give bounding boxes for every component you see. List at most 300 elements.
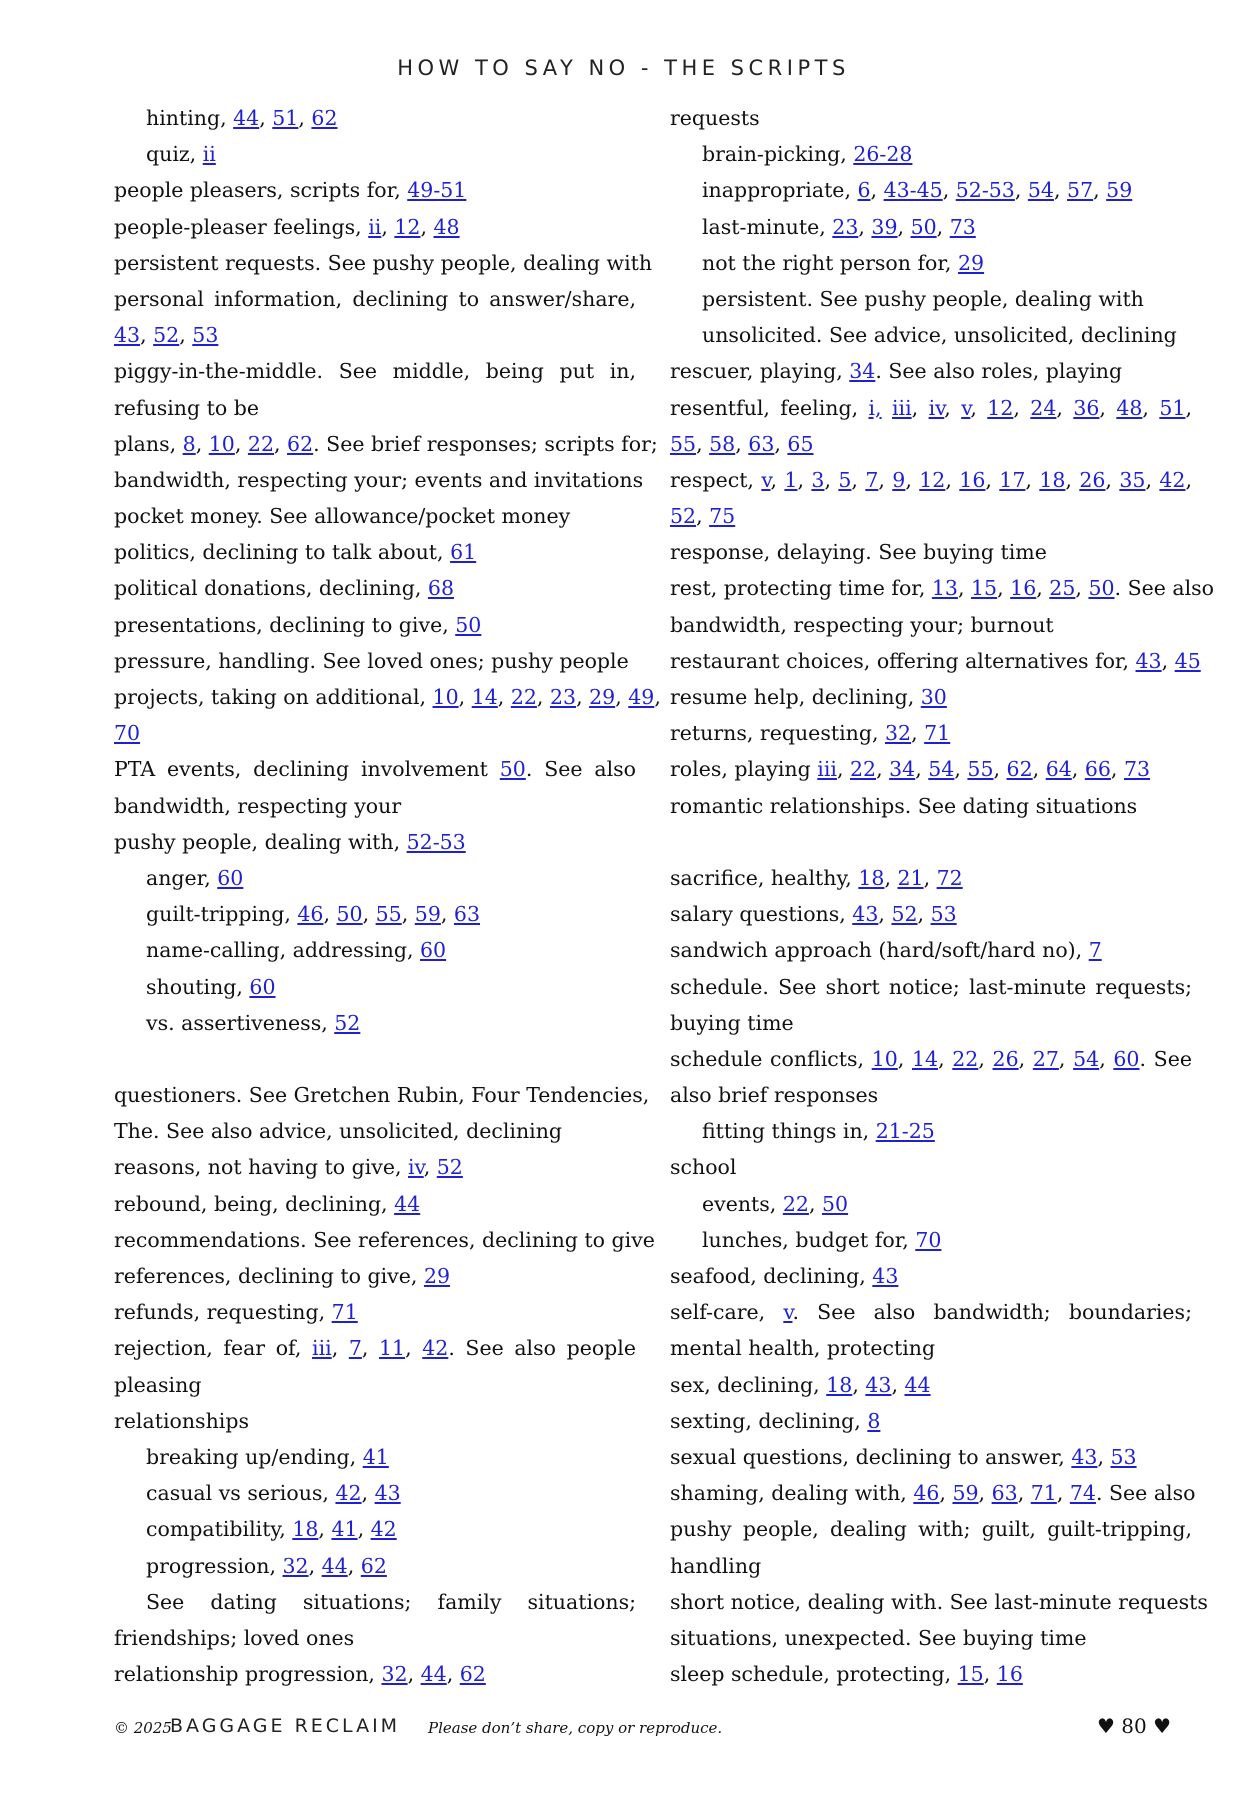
entry-text: presentations, declining to give, [114,612,456,637]
entry-text: , [1018,1046,1033,1071]
index-entry [114,860,636,896]
page-reference-link[interactable]: 43 [865,1372,892,1397]
page-reference-link[interactable]: 62 [1006,757,1033,782]
page-reference-link[interactable]: 49-51 [407,178,467,203]
entry-text: restaurant choices, offering alternatives for, [670,648,1136,673]
entry-text: , [905,467,920,492]
page-reference-link[interactable]: 63 [453,902,481,927]
entry-text: , [274,431,288,456]
index-entry [114,426,658,462]
page-reference-link[interactable]: 55 [375,902,402,927]
page-reference-link[interactable]: 45 [1174,648,1201,673]
entry-text: . See [1139,1046,1192,1071]
entry-text: rejection, fear of, [114,1336,313,1361]
entry-text: , [423,1155,437,1180]
index-entry [670,1294,1192,1330]
page-reference-link[interactable]: 55 [670,431,697,456]
index-entry [670,643,1201,679]
entry-text: resume help, declining, [670,685,921,709]
page-reference-link[interactable]: 16 [959,467,986,492]
entry-text: . See also roles, playing [875,359,1123,384]
page-reference-link[interactable]: 29 [957,250,985,275]
page-reference-link[interactable]: 49 [628,685,655,709]
entry-text: , [1065,467,1080,492]
page-reference-link[interactable]: 59 [1106,178,1133,203]
page-reference-link[interactable]: 43 [1135,648,1162,673]
entry-text: , [536,685,550,709]
page-reference-link[interactable]: 13 [931,576,958,601]
index-entry [670,570,1215,606]
page-reference-link[interactable]: 12 [919,467,946,492]
entry-text: , [347,1553,361,1578]
index-entry [670,317,1192,353]
page-reference-link[interactable]: 26 [992,1046,1019,1071]
page-reference-link[interactable]: 43 [1071,1444,1098,1469]
index-entry [114,607,636,643]
index-entry [114,498,636,534]
entry-text [882,396,892,420]
entry-text: . See brief responses; scripts for; [313,431,658,456]
page-reference-link[interactable]: 62 [459,1662,486,1687]
index-entry [114,209,636,245]
index-entry [114,245,653,281]
page-reference-link[interactable]: 52 [891,902,918,927]
entry-text: , [298,106,312,130]
page-reference-link[interactable]: 42 [335,1481,362,1506]
page-reference-link[interactable]: 62 [360,1553,387,1578]
index-entry [670,1584,1208,1620]
page-reference-link[interactable]: 15 [971,576,998,601]
index-entry [670,1620,1192,1656]
page-reference-link[interactable]: iii [891,395,912,420]
index-entry [670,1548,1192,1584]
page-reference-link[interactable]: 50 [455,612,482,637]
entry-text: sandwich approach (hard/soft/hard no), [670,938,1089,963]
index-entry [670,1475,1196,1511]
index-entry [114,1584,636,1620]
index-entry [114,824,636,860]
entry-text: , [1142,395,1160,420]
entry-text: vs. assertiveness, [146,1010,335,1035]
page-reference-link[interactable]: 22 [849,757,877,782]
page-reference-link[interactable]: 64 [1045,757,1072,782]
page-reference-link[interactable]: 60 [420,938,447,963]
entry-text: short notice, dealing with. See last-minute requests [670,1589,1208,1614]
index-entry [114,896,636,932]
entry-text: unsolicited. See advice, unsolicited, declining [702,323,1177,348]
page-reference-link[interactable]: 59 [414,902,441,927]
page-reference-link[interactable]: 57 [1067,178,1094,203]
entry-text: , [497,685,511,709]
page-reference-link[interactable]: 30 [920,685,947,709]
page-reference-link[interactable]: iv [408,1155,424,1180]
page-reference-link[interactable]: 21-25 [875,1119,935,1144]
page-reference-link[interactable]: 14 [911,1046,939,1071]
entry-text: , [696,431,710,456]
page-reference-link[interactable]: 74 [1069,1481,1096,1506]
entry-text: , [1071,757,1085,782]
entry-text: breaking up/ending, [146,1444,363,1469]
brand-name: BAGGAGE RECLAIM [170,1715,401,1737]
page-reference-link[interactable]: 55 [967,757,994,782]
entry-text: , [440,902,454,927]
page-reference-link[interactable]: 54 [928,757,955,782]
page-reference-link[interactable]: 5 [838,467,852,492]
page-reference-link[interactable]: 10 [208,431,235,456]
entry-text: salary questions, [670,902,853,927]
page-reference-link[interactable]: 50 [1088,576,1115,601]
page-reference-link[interactable]: v [761,467,771,492]
entry-text: , [1017,1481,1031,1506]
entry-text: , [897,1046,912,1071]
entry-text: , [915,757,929,782]
page-reference-link[interactable]: 24 [1030,395,1057,420]
page-reference-link[interactable]: 36 [1073,395,1100,420]
entry-text: , [1036,576,1050,601]
entry-text: . See also bandwidth; boundaries; [792,1300,1192,1325]
entry-text: , [1056,395,1074,420]
entry-text: pressure, handling. See loved ones; pushy people [114,648,629,673]
index-entry [670,390,1192,426]
page-reference-link[interactable]: 16 [996,1662,1023,1687]
entry-text: rescuer, playing, [670,359,850,384]
entry-text: casual vs serious, [146,1481,336,1506]
page-reference-link[interactable]: 39 [871,214,898,239]
page-reference-link[interactable]: 21 [897,865,924,890]
page-reference-link[interactable]: 63 [748,431,775,456]
page-reference-link[interactable]: 52 [670,504,697,529]
page-reference-link[interactable]: 43-45 [883,178,943,203]
entry-text: , [936,214,950,239]
entry-text: . See also [1095,1481,1196,1506]
index-entry [114,1222,655,1258]
entry-text: shaming, dealing with, [670,1481,914,1506]
entry-text: . See also [525,757,636,782]
entry-text: school [670,1155,737,1180]
page-reference-link[interactable]: 22 [782,1191,809,1216]
entry-text: See dating situations; family situations; [146,1589,636,1614]
entry-text: , [852,1372,866,1397]
page-reference-link[interactable]: 44 [904,1372,931,1397]
page-reference-link[interactable]: 50 [336,902,363,927]
entry-text: , [1097,1444,1111,1469]
entry-text: , [401,902,415,927]
page-reference-link[interactable]: 50 [821,1191,849,1216]
index-entry [114,1403,636,1439]
page-reference-link[interactable]: 18 [1039,467,1066,492]
page-reference-link[interactable]: 65 [787,431,814,456]
page-reference-link[interactable]: 61 [450,540,477,565]
entry-text: , [323,902,337,927]
entry-text: , [897,214,911,239]
entry-text: , [1185,395,1192,420]
page-reference-link[interactable]: 68 [427,576,454,601]
entry-text: . See also [1114,576,1215,601]
index-entry [114,1294,636,1330]
entry-text: , [362,902,376,927]
page-reference-link[interactable]: 10 [432,685,459,709]
entry-text: , [797,467,812,492]
index-entry [114,1475,636,1511]
entry-text: references, declining to give, [114,1264,424,1288]
page-reference-link[interactable]: 23 [549,685,577,709]
page-reference-link[interactable]: 16 [1010,576,1037,601]
page-reference-link[interactable]: 53 [1110,1444,1137,1469]
entry-text: people-pleaser feelings, [114,214,369,239]
index-entry [114,932,636,968]
index-entry [670,932,1192,968]
entry-text: , [259,106,273,130]
entry-text: , [381,214,395,239]
page-reference-link[interactable]: 70 [915,1227,942,1252]
page-reference-link[interactable]: 11 [379,1336,406,1361]
page-reference-link[interactable]: 75 [709,504,736,529]
copyright-text: © 2025 [114,1719,172,1737]
page-reference-link[interactable]: 48 [433,214,460,239]
index-entry [114,1258,636,1294]
page-reference-link[interactable]: 73 [1123,757,1151,782]
index-entry [114,1330,636,1366]
page-reference-link[interactable]: 18 [858,865,885,890]
entry-text: questioners. See Gretchen Rubin, Four Tendencies, [114,1083,650,1108]
entry-text: , [878,467,893,492]
page-reference-link[interactable]: 8 [182,431,196,456]
entry-text: , [446,1662,460,1687]
page-reference-link[interactable]: 22 [952,1046,979,1071]
page-reference-link[interactable]: i, [868,395,882,420]
page-reference-link[interactable]: 7 [348,1336,362,1361]
page-reference-link[interactable]: 44 [321,1553,348,1578]
index-entry [114,969,636,1005]
entry-text: last-minute, [702,214,833,239]
page-reference-link[interactable]: 51 [272,106,299,130]
entry-text: schedule. See short notice; last-minute requests; [670,974,1192,999]
page-reference-link[interactable]: 34 [889,757,916,782]
entry-text: PTA events, declining involvement [114,757,500,782]
page-reference-link[interactable]: 41 [362,1444,389,1469]
entry-text: , [939,1481,953,1506]
page-reference-link[interactable]: 41 [331,1517,358,1542]
page-reference-link[interactable]: 27 [1032,1046,1059,1071]
page-reference-link[interactable]: 53 [930,902,957,927]
entry-text: recommendations. See references, declining to give [114,1227,655,1252]
page-reference-link[interactable]: 17 [999,467,1026,492]
index-entry [114,100,636,136]
index-entry [670,969,1192,1005]
page-reference-link[interactable]: 6 [857,178,871,203]
page-number: 80 [1121,1714,1147,1738]
index-entry [670,1186,1192,1222]
page-reference-link[interactable]: 60 [217,865,244,890]
page-reference-link[interactable]: 52 [436,1155,463,1180]
page-reference-link[interactable]: 18 [826,1372,853,1397]
page-reference-link[interactable]: 35 [1119,467,1146,492]
index-entry [114,679,661,715]
index-entry [114,715,636,751]
entry-text: , [1161,648,1175,673]
page-reference-link[interactable]: 26-28 [853,142,913,167]
page-reference-link[interactable]: 25 [1049,576,1076,601]
page-reference-link[interactable]: 9 [892,467,906,492]
entry-text: , [911,721,925,746]
entry-text: political donations, declining, [114,576,428,601]
entry-text: rest, protecting time for, [670,576,932,601]
entry-text: pushy people, dealing with, [114,829,407,854]
entry-text: , [1185,467,1192,492]
entry-text: seafood, declining, [670,1264,873,1288]
entry-text: not the right person for, [702,250,958,275]
page-reference-link[interactable]: iii [817,757,837,782]
entry-text: events, [702,1191,783,1216]
entry-text: , [774,431,788,456]
entry-text: , [1110,757,1124,782]
entry-text: , [195,431,209,456]
index-entry [114,570,636,606]
entry-text: , [944,395,962,420]
page-reference-link[interactable]: 54 [1027,178,1054,203]
index-entry [114,751,636,787]
page-reference-link[interactable]: 43 [374,1481,401,1506]
page-reference-link[interactable]: 72 [936,865,963,890]
page-reference-link[interactable]: 53 [192,323,219,348]
page-reference-link[interactable]: 44 [394,1191,421,1216]
page-reference-link[interactable]: iii [312,1336,332,1361]
entry-text: , [405,1336,423,1361]
page-reference-link[interactable]: 12 [987,395,1014,420]
page-reference-link[interactable]: 71 [924,721,951,746]
page-reference-link[interactable]: 73 [949,214,976,239]
page-reference-link[interactable]: 70 [114,721,141,746]
page-reference-link[interactable]: 54 [1073,1046,1100,1071]
page-reference-link[interactable]: 44 [233,106,260,130]
entry-text: , [1099,395,1117,420]
page-reference-link[interactable]: 23 [832,214,859,239]
entry-text: , [954,757,968,782]
index-entry [114,1186,636,1222]
entry-text: , [140,323,154,348]
page-reference-link[interactable]: v [961,395,971,420]
entry-text: relationships [114,1408,249,1433]
page-reference-link[interactable]: 51 [1159,395,1186,420]
page-reference-link[interactable]: 7 [1088,938,1102,963]
entry-text: lunches, budget for, [702,1227,916,1252]
index-entry [670,1041,1192,1077]
page-reference-link[interactable]: 22 [510,685,537,709]
page-reference-link[interactable]: 59 [952,1481,979,1506]
page-reference-link[interactable]: 15 [957,1662,984,1687]
entry-text: rebound, being, declining, [114,1191,395,1216]
entry-text: , [970,395,988,420]
entry-text: refunds, requesting, [114,1300,332,1325]
page-reference-link[interactable]: 12 [394,214,421,239]
page-reference-link[interactable]: 62 [311,106,338,130]
page-reference-link[interactable]: 43 [852,902,879,927]
page-reference-link[interactable]: 3 [811,467,825,492]
index-entry [114,390,636,426]
entry-text: plans, [114,431,183,456]
page-reference-link[interactable]: 42 [422,1336,449,1361]
index-entry [114,643,636,679]
page-reference-link[interactable]: 43 [114,323,141,348]
page-reference-link[interactable]: 46 [297,902,324,927]
page-reference-link[interactable]: 52-53 [955,178,1015,203]
page-reference-link[interactable]: 60 [1113,1046,1140,1071]
page-reference-link[interactable]: 58 [709,431,736,456]
entry-text: , [1105,467,1120,492]
entry-text: , [308,1553,322,1578]
index-entry [670,788,1192,824]
index-entry [670,1403,1192,1439]
page-reference-link[interactable]: 52-53 [406,829,466,854]
page-reference-link[interactable]: 34 [849,359,876,384]
page-reference-link[interactable]: 71 [1030,1481,1057,1506]
page-reference-link[interactable]: 46 [913,1481,940,1506]
index-entry [670,209,1192,245]
page-reference-link[interactable]: 42 [370,1517,397,1542]
entry-text: , [917,902,931,927]
page-reference-link[interactable]: 52 [334,1010,361,1035]
page-reference-link[interactable]: iv [928,395,945,420]
page-reference-link[interactable]: 42 [1159,467,1186,492]
index-entry [670,1005,1192,1041]
entry-text: bandwidth, respecting your [114,793,402,818]
page-reference-link[interactable]: 29 [589,685,616,709]
page-reference-link[interactable]: 60 [249,974,276,999]
page-reference-link[interactable]: 1 [784,467,798,492]
page-reference-link[interactable]: v [783,1300,793,1325]
entry-text: shouting, [146,974,250,999]
entry-text: , [420,214,434,239]
page-reference-link[interactable]: 71 [331,1300,358,1325]
page-reference-link[interactable]: 43 [872,1264,899,1288]
page-reference-link[interactable]: 48 [1116,395,1143,420]
page-reference-link[interactable]: ii [368,214,382,239]
page-reference-link[interactable]: 32 [282,1553,309,1578]
entry-text: sexting, declining, [670,1408,868,1433]
page-reference-link[interactable]: 14 [471,685,498,709]
entry-text: , [654,685,661,709]
index-entry [670,1511,1192,1547]
entry-text: friendships; loved ones [114,1625,355,1650]
entry-text: , [1032,757,1046,782]
page-reference-link[interactable]: 8 [867,1408,881,1433]
page-reference-link[interactable]: 10 [871,1046,898,1071]
entry-text: requests [670,106,760,130]
page-reference-link[interactable]: 50 [910,214,937,239]
page-reference-link[interactable]: 18 [292,1517,319,1542]
entry-text: , [770,467,785,492]
page-reference-link[interactable]: 62 [287,431,314,456]
index-entry [114,788,636,824]
page-reference-link[interactable]: 22 [247,431,274,456]
page-reference-link[interactable]: 7 [865,467,879,492]
entry-text: , [985,467,1000,492]
page-reference-link[interactable]: 50 [499,757,526,782]
page-reference-link[interactable]: 63 [991,1481,1018,1506]
page-reference-link[interactable]: 26 [1079,467,1106,492]
page-reference-link[interactable]: 52 [153,323,180,348]
entry-text: , [824,467,839,492]
page-reference-link[interactable]: 32 [381,1662,408,1687]
page-reference-link[interactable]: 66 [1084,757,1111,782]
page-reference-link[interactable]: ii [202,142,216,167]
page-reference-link[interactable]: 29 [423,1264,451,1288]
entry-text: , [978,1046,993,1071]
page-footer [114,1712,1171,1742]
page-reference-link[interactable]: 32 [885,721,912,746]
page-reference-link[interactable]: 44 [420,1662,447,1687]
heart-icon: ♥ [1153,1714,1171,1738]
